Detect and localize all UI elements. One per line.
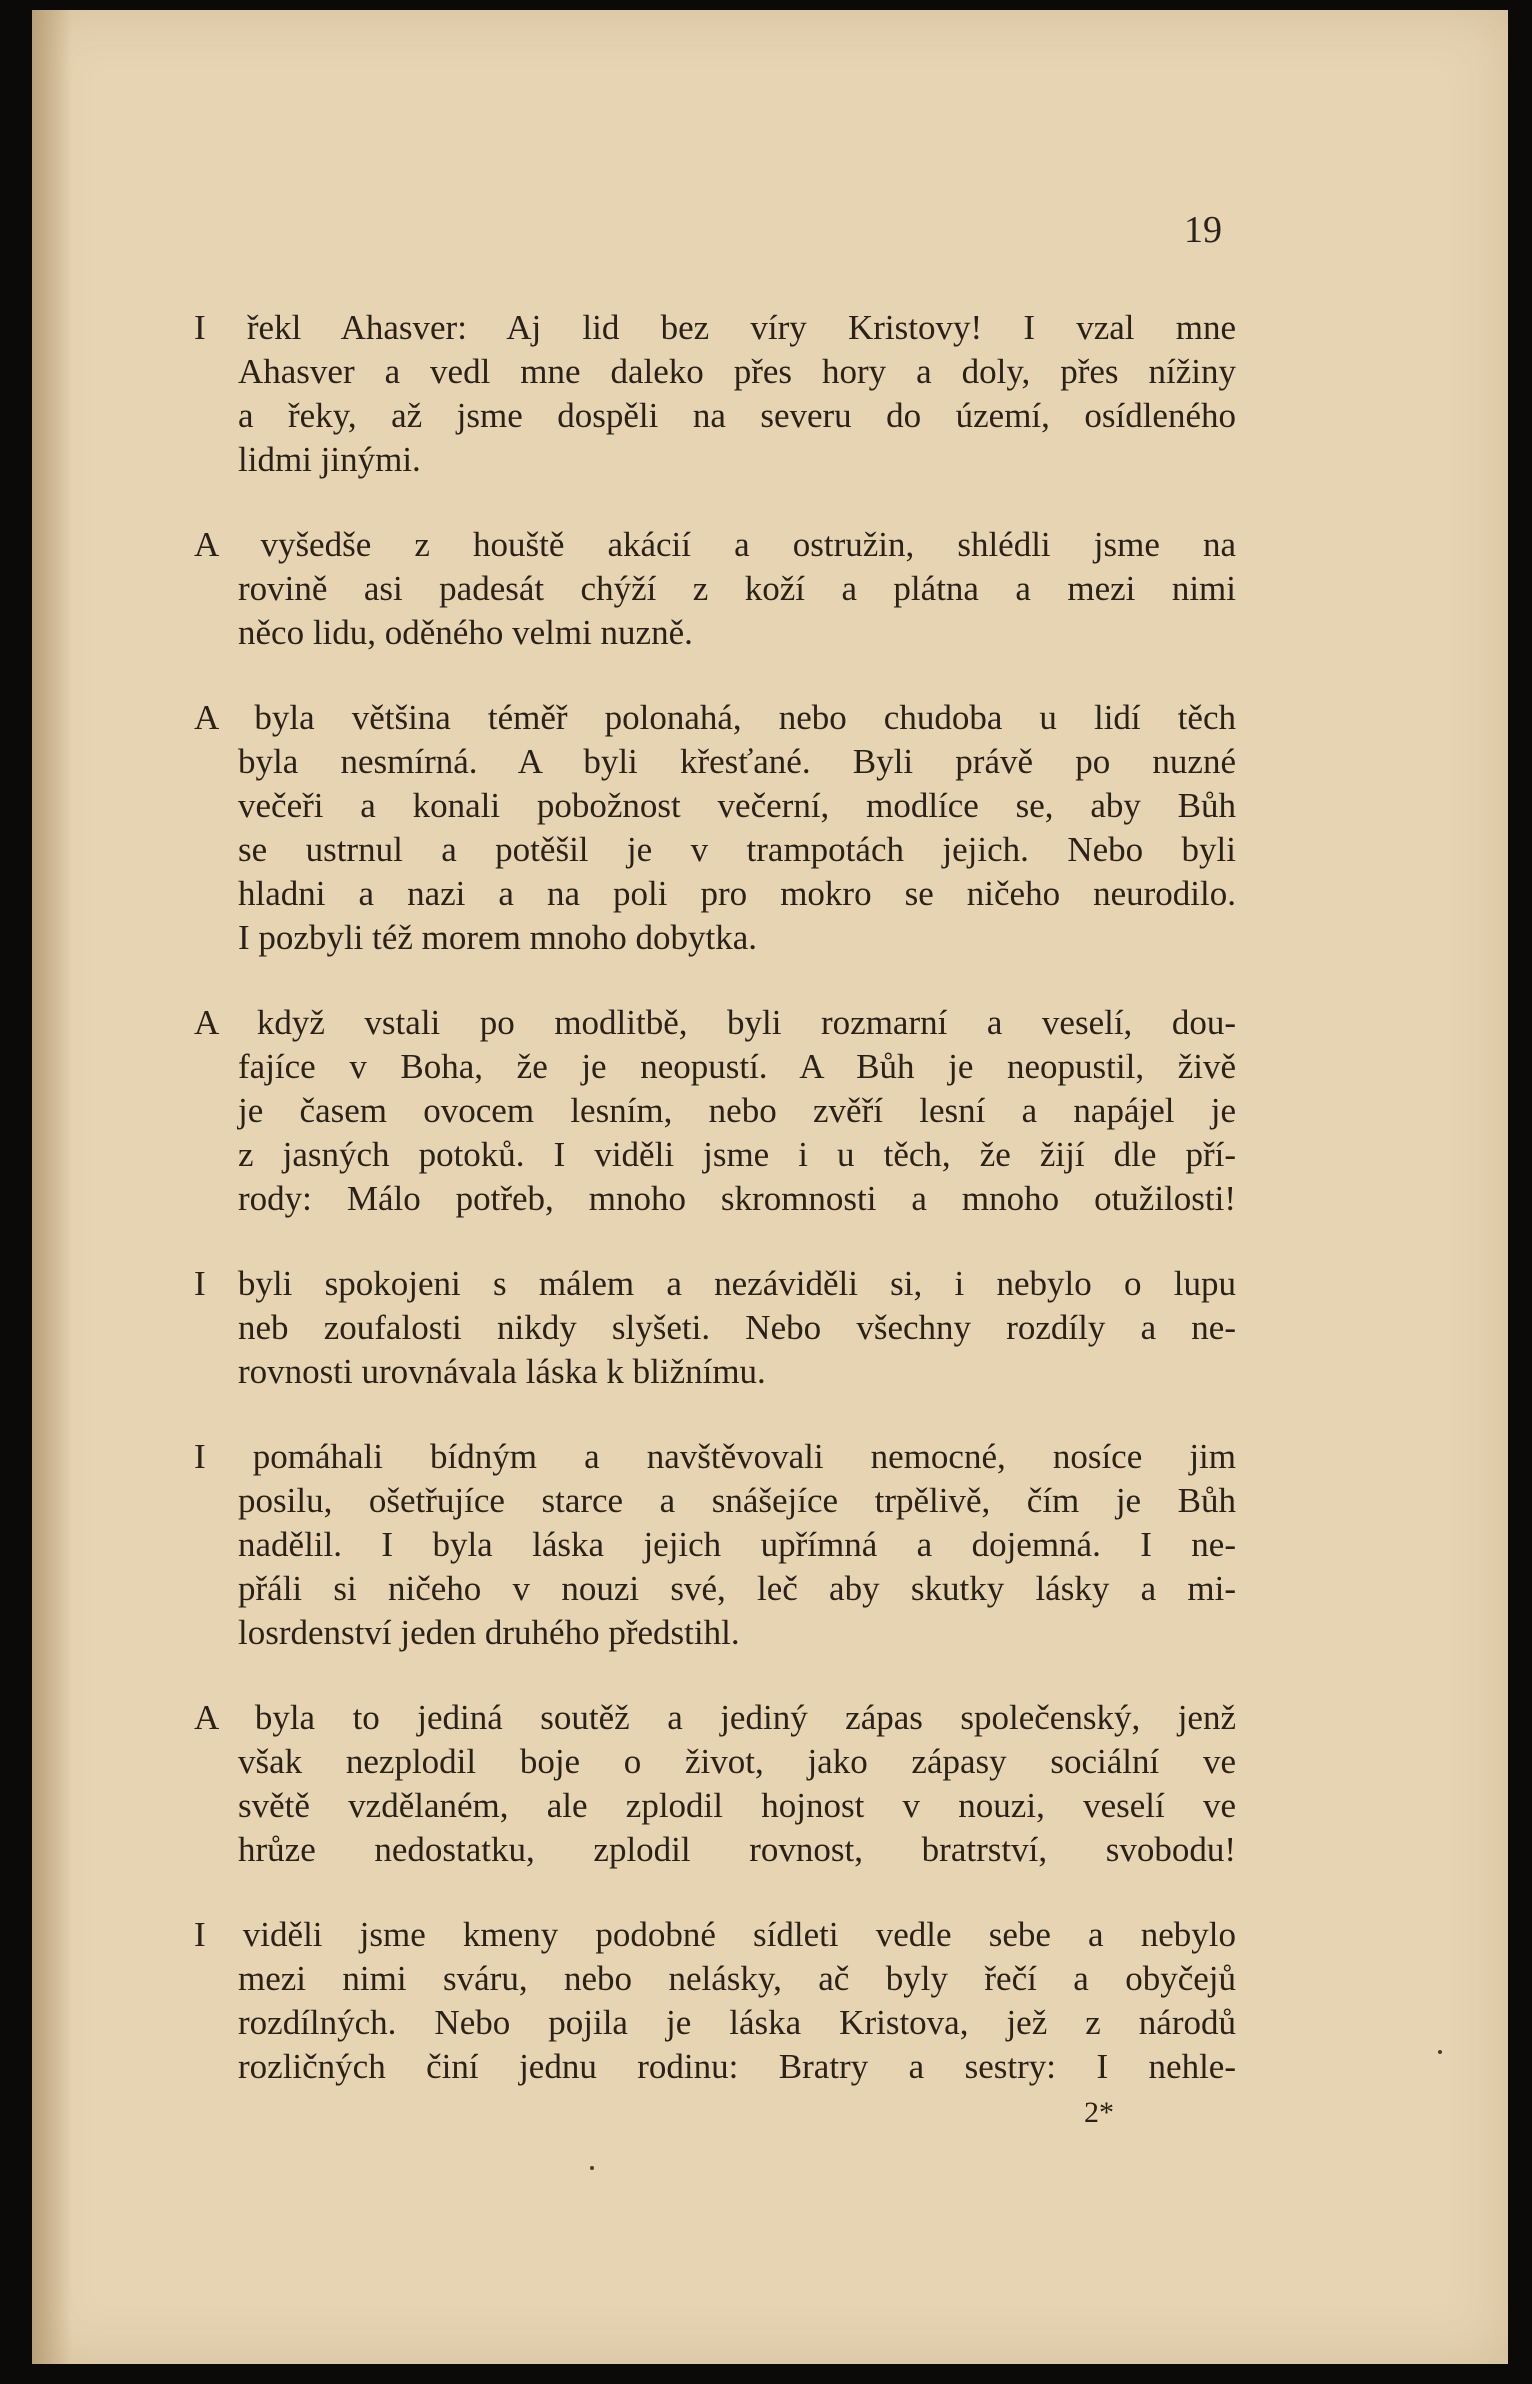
- text-line: I viděli jsme kmeny podobné sídleti vedle sebe a nebylo: [194, 1915, 1236, 1954]
- text-line: však nezplodil boje o život, jako zápasy sociální ve: [238, 1742, 1236, 1781]
- text-line: hrůze nedostatku, zplodil rovnost, bratrství, svobodu!: [238, 1830, 1236, 1869]
- text-line: a řeky, až jsme dospěli na severu do území, osídleného: [238, 396, 1236, 435]
- page-number: 19: [1184, 209, 1222, 251]
- text-line: rozličných činí jednu rodinu: Bratry a sestry: I nehle-: [238, 2047, 1236, 2086]
- text-line: mezi nimi sváru, nebo nelásky, ač byly řečí a obyčejů: [238, 1959, 1236, 1998]
- text-line: rozdílných. Nebo pojila je láska Kristova, jež z národů: [238, 2003, 1236, 2042]
- text-line: rovině asi padesát chýží z koží a plátna a mezi nimi: [238, 569, 1236, 608]
- text-line: světě vzdělaném, ale zplodil hojnost v nouzi, veselí ve: [238, 1786, 1236, 1825]
- page-spine-shadow: [32, 10, 72, 2364]
- speck: [1438, 2050, 1442, 2054]
- text-line: Ahasver a vedl mne daleko přes hory a doly, přes nížiny: [238, 352, 1236, 391]
- text-line: byla nesmírná. A byli křesťané. Byli právě po nuzné: [238, 742, 1236, 781]
- text-line: přáli si ničeho v nouzi své, leč aby skutky lásky a mi-: [238, 1569, 1236, 1608]
- paragraph: [194, 1913, 1236, 2089]
- text-line: A byla to jediná soutěž a jediný zápas společenský, jenž: [194, 1698, 1236, 1737]
- text-line: rody: Málo potřeb, mnoho skromnosti a mnoho otužilosti!: [238, 1179, 1236, 1218]
- paragraph: [194, 696, 1236, 960]
- text-line: I byli spokojeni s málem a nezáviděli si, i nebylo o lupu: [194, 1264, 1236, 1303]
- paragraph: [194, 306, 1236, 482]
- paragraph: [194, 1001, 1236, 1221]
- text-line: z jasných potoků. I viděli jsme i u těch, že žijí dle pří-: [238, 1135, 1236, 1174]
- text-line: rovnosti urovnávala láska k bližnímu.: [238, 1352, 766, 1391]
- text-line: losrdenství jeden druhého předstihl.: [238, 1613, 740, 1652]
- paragraph: [194, 1262, 1236, 1394]
- text-line: se ustrnul a potěšil je v trampotách jejich. Nebo byli: [238, 830, 1236, 869]
- speck: [590, 2166, 594, 2170]
- text-line: I pozbyli též morem mnoho dobytka.: [238, 918, 758, 957]
- paragraph: [194, 1435, 1236, 1655]
- book-page: [32, 10, 1508, 2364]
- signature-mark: 2*: [1084, 2096, 1114, 2129]
- text-line: posilu, ošetřujíce starce a snášejíce trpělivě, čím je Bůh: [238, 1481, 1236, 1520]
- text-line: neb zoufalosti nikdy slyšeti. Nebo všechny rozdíly a ne-: [238, 1308, 1236, 1347]
- body-text: [194, 306, 1236, 2130]
- text-line: nadělil. I byla láska jejich upřímná a dojemná. I ne-: [238, 1525, 1236, 1564]
- text-line: lidmi jinými.: [238, 440, 421, 479]
- text-line: je časem ovocem lesním, nebo zvěří lesní a napájel je: [238, 1091, 1236, 1130]
- text-line: hladni a nazi a na poli pro mokro se ničeho neurodilo.: [238, 874, 1236, 913]
- text-line: I pomáhali bídným a navštěvovali nemocné, nosíce jim: [194, 1437, 1236, 1476]
- text-line: A vyšedše z houště akácií a ostružin, shlédli jsme na: [194, 525, 1236, 564]
- text-line: večeři a konali pobožnost večerní, modlíce se, aby Bůh: [238, 786, 1236, 825]
- paragraph: [194, 1696, 1236, 1872]
- paragraph: [194, 523, 1236, 655]
- text-line: I řekl Ahasver: Aj lid bez víry Kristovy! I vzal mne: [194, 308, 1236, 347]
- text-line: něco lidu, oděného velmi nuzně.: [238, 613, 693, 652]
- text-line: fajíce v Boha, že je neopustí. A Bůh je neopustil, živě: [238, 1047, 1236, 1086]
- text-line: A byla většina téměř polonahá, nebo chudoba u lidí těch: [194, 698, 1236, 737]
- text-line: A když vstali po modlitbě, byli rozmarní a veselí, dou-: [194, 1003, 1236, 1042]
